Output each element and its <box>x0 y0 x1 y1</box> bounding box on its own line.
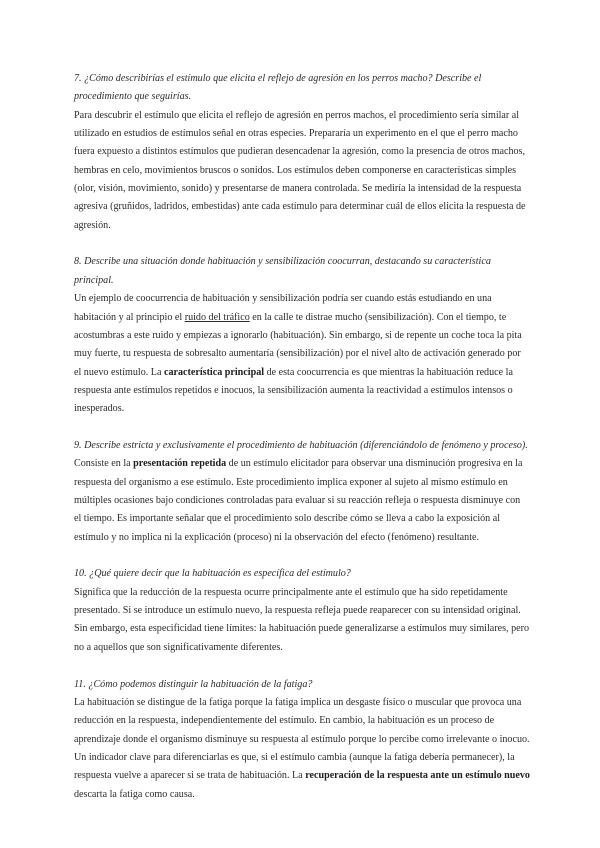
answer-text: en la calle te distrae mucho (sensibilización). Con el tiempo, te acostumbras a este ruido y empiezas a ignorarlo (habituación). Sin embargo, si de repente un coche toca la pita muy fuerte, tu respuesta de sobresalto aumentaría (sensibilización) por el nivel alto de activación generado por el nuevo estímulo. La <box>74 311 522 378</box>
section-q7 <box>74 70 530 235</box>
answer-text: Consiste en la <box>74 458 134 470</box>
answer-paragraph: Para descubrir el estímulo que elicita el reflejo de agresión en perros machos, el procedimiento sería similar al utilizado en estudios de estímulos señal en otras especies. Prepararía un experimento en el que el perro macho fuera expuesto a distintos estímulos que pudieran desencadenar la agresión, como la presencia de otros machos, hembras en celo, movimientos bruscos o sonidos. Los estímulos deben componerse en características simples (olor, visión, movimiento, sonido) y presentarse de manera controlada. Se mediría la intensidad de la respuesta agresiva (gruñidos, ladridos, embestidas) ante cada estímulo para determinar cuál de ellos elicita la respuesta de agresión. <box>74 109 526 231</box>
document-page <box>74 70 530 822</box>
question-heading: 11. ¿Cómo podemos distinguir la habituación de la fatiga? <box>74 678 313 690</box>
answer-text: Un ejemplo de coocurrencia de habituación y sensibilización podría ser cuando estás estudiando en una habitación y al principio el <box>74 293 492 323</box>
question-heading: 8. Describe una situación donde habituación y sensibilización coocurran, destacando su característica principal. <box>74 256 491 286</box>
answer-text: de esta coocurrencia es que mientras la habituación reduce la respuesta ante estímulos repetidos e inocuos, la sensibilización aumenta la reactividad a estímulos intensos o inesperados. <box>74 366 513 415</box>
answer-text: de un estímulo elicitador para observar una disminución progresiva en la respuesta del organismo a ese estímulo. Este procedimiento implica exponer al sujeto al mismo estímulo en múltiples ocasiones bajo condiciones controladas para evaluar si su reacción refleja o respuesta disminuye con el tiempo. Es importante señalar que el procedimiento solo describe cómo se lleva a cabo la exposición al estímulo y no implica ni la explicación (proceso) ni la observación del efecto (fenómeno) resultante. <box>74 458 523 543</box>
answer-text: descarta la fatiga como causa. <box>74 788 195 800</box>
section-q8 <box>74 253 530 418</box>
answer-paragraph <box>74 455 530 547</box>
section-q9 <box>74 437 530 547</box>
answer-paragraph <box>74 694 530 804</box>
bold-phrase: característica principal <box>163 366 265 378</box>
question-heading: 9. Describe estricta y exclusivamente el procedimiento de habituación (diferenciándolo de fenómeno y proceso). <box>74 439 528 451</box>
underlined-phrase: ruido del tráfico <box>184 311 250 323</box>
answer-text: La habituación se distingue de la fatiga porque la fatiga implica un desgaste físico o muscular que provoca una reducción en la respuesta, independientemente del estímulo. En cambio, la habituación es un proceso de aprendizaje donde el organismo disminuye su respuesta al estímulo porque lo percibe como irrelevante o inocuo. Un indicador clave para diferenciarlas es que, si el estímulo cambia (aunque la fatiga debería permanecer), la respuesta vuelve a aparecer si se trata de habituación. La <box>74 696 530 782</box>
answer-paragraph: Significa que la reducción de la respuesta ocurre principalmente ante el estímulo que ha sido repetidamente presentado. Si se introduce un estímulo nuevo, la respuesta refleja puede reaparecer con su intensidad original. Sin embargo, esta especificidad tiene límites: la habituación puede generalizarse a estímulos muy similares, pero no a aquellos que son significativamente diferentes. <box>74 586 530 653</box>
section-q10 <box>74 565 530 657</box>
section-q11 <box>74 676 530 804</box>
question-heading: 10. ¿Qué quiere decir que la habituación es específica del estímulo? <box>74 568 351 580</box>
question-heading: 7. ¿Cómo describirías el estímulo que elicita el reflejo de agresión en los perros macho? Describe el procedimiento que seguirías. <box>74 73 482 103</box>
bold-phrase: presentación repetida <box>133 458 227 470</box>
bold-phrase: recuperación de la respuesta ante un estímulo nuevo <box>305 770 530 782</box>
answer-paragraph <box>74 290 530 418</box>
